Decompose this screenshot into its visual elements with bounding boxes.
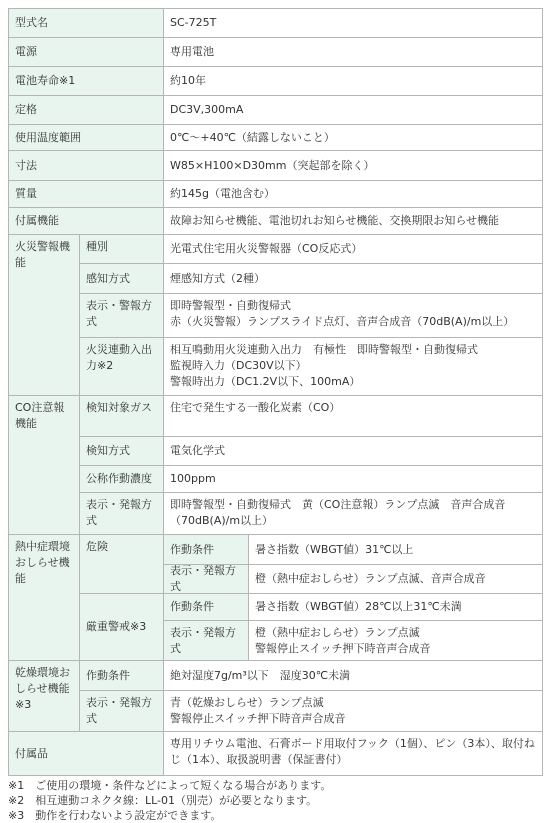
row-value-model: SC-725T	[163, 8, 543, 38]
co-method-label: 検知方式	[79, 436, 164, 466]
footnotes	[8, 778, 548, 823]
heatstroke-danger-display-value: 橙（熱中症おしらせ）ランプ点滅、音声合成音	[248, 564, 543, 594]
heatstroke-label: 熱中症環境おしらせ機能	[8, 534, 80, 661]
fire-type-value: 光電式住宅用火災警報器（CO反応式）	[163, 234, 543, 264]
heatstroke-caution-display-label: 表示・発報方式	[163, 620, 249, 661]
fire-display-value: 即時警報型・自動復帰式 赤（火災警報）ランプスライド点灯、音声合成音（70dB(A)/m以上）	[163, 293, 543, 338]
row-label-power: 電源	[8, 37, 164, 67]
row-label-weight: 質量	[8, 180, 164, 208]
fire-link-value: 相互鳴動用火災連動入出力 有極性 即時警報型・自動復帰式 監視時入力（DC30V以下） 警報時出力（DC1.2V以下、100mA）	[163, 337, 543, 396]
fire-alarm-label: 火災警報機能	[8, 234, 80, 396]
heatstroke-caution-condition-label: 作動条件	[163, 593, 249, 621]
row-label-functions: 付属機能	[8, 207, 164, 235]
row-label-model: 型式名	[8, 8, 164, 38]
row-value-power: 専用電池	[163, 37, 543, 67]
accessories-value: 専用リチウム電池、石膏ボード用取付フック（1個）、ピン（3本）、取付ねじ（1本）、取扱説明書（保証書付）	[163, 731, 543, 776]
co-gas-value: 住宅で発生する一酸化炭素（CO）	[163, 395, 543, 437]
footnote-2: ※2 相互連動コネクタ線：LL-01（別売）が必要となります。	[8, 794, 318, 807]
row-value-rating: DC3V,300mA	[163, 95, 543, 125]
fire-link-label: 火災連動入出力※2	[79, 337, 164, 396]
fire-type-label: 種別	[79, 234, 164, 264]
co-concentration-value: 100ppm	[163, 465, 543, 493]
row-value-functions: 故障お知らせ機能、電池切れお知らせ機能、交換期限お知らせ機能	[163, 207, 543, 235]
row-value-battery-life: 約10年	[163, 66, 543, 96]
row-label-battery-life: 電池寿命※1	[8, 66, 164, 96]
heatstroke-caution-label: 厳重警戒※3	[79, 593, 164, 661]
accessories-label: 付属品	[8, 731, 164, 776]
dryness-condition-label: 作動条件	[79, 660, 164, 691]
co-gas-label: 検知対象ガス	[79, 395, 164, 437]
co-display-value: 即時警報型・自動復帰式 黄（CO注意報）ランプ点滅 音声合成音（70dB(A)/m以上）	[163, 492, 543, 535]
co-display-label: 表示・発報方式	[79, 492, 164, 535]
co-concentration-label: 公称作動濃度	[79, 465, 164, 493]
row-value-temperature: 0℃～+40℃（結露しないこと）	[163, 124, 543, 151]
row-label-dimensions: 寸法	[8, 150, 164, 181]
footnote-3: ※3 動作を行わないよう設定ができます。	[8, 809, 222, 822]
heatstroke-danger-condition-label: 作動条件	[163, 534, 249, 565]
heatstroke-caution-display-value: 橙（熱中症おしらせ）ランプ点滅 警報停止スイッチ押下時音声合成音	[248, 620, 543, 661]
row-label-rating: 定格	[8, 95, 164, 125]
row-value-dimensions: W85×H100×D30mm（突起部を除く）	[163, 150, 543, 181]
co-method-value: 電気化学式	[163, 436, 543, 466]
dryness-label: 乾燥環境おしらせ機能※3	[8, 660, 80, 732]
row-label-temperature: 使用温度範囲	[8, 124, 164, 151]
dryness-display-label: 表示・発報方式	[79, 690, 164, 732]
dryness-condition-value: 絶対湿度7g/m³以下 湿度30℃未満	[163, 660, 543, 691]
co-alarm-label: CO注意報機能	[8, 395, 80, 535]
dryness-display-value: 青（乾燥おしらせ）ランプ点滅 警報停止スイッチ押下時音声合成音	[163, 690, 543, 732]
heatstroke-danger-condition-value: 暑さ指数（WBGT値）31℃以上	[248, 534, 543, 565]
heatstroke-caution-condition-value: 暑さ指数（WBGT値）28℃以上31℃未満	[248, 593, 543, 621]
fire-display-label: 表示・警報方式	[79, 293, 164, 338]
footnote-1: ※1 ご使用の環境・条件などによって短くなる場合があります。	[8, 779, 332, 792]
fire-detection-label: 感知方式	[79, 263, 164, 294]
fire-detection-value: 煙感知方式（2種）	[163, 263, 543, 294]
heatstroke-danger-label: 危険	[79, 534, 164, 594]
heatstroke-danger-display-label: 表示・発報方式	[163, 564, 249, 594]
row-value-weight: 約145g（電池含む）	[163, 180, 543, 208]
